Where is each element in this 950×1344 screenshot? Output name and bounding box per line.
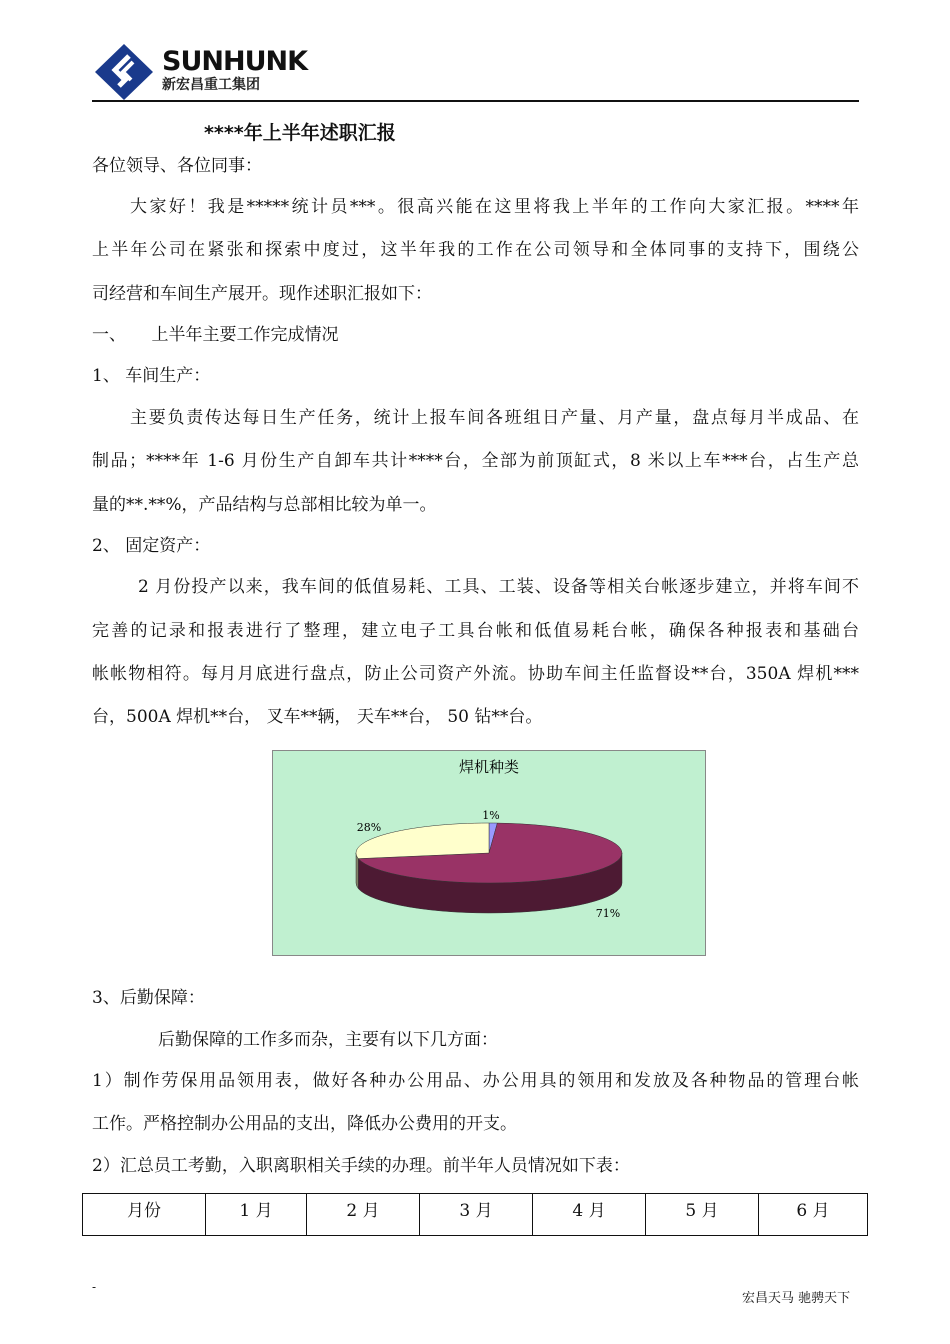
subheading: 2、 固定资产： [92,536,211,556]
table-cell: 6 月 [759,1194,868,1236]
header-divider [92,100,859,102]
footer-mark: - [92,1280,97,1294]
paragraph-line: 上半年公司在紧张和探索中度过，这半年我的工作在公司领导和全体同事的支持下，围绕公 [92,240,859,260]
table-cell: 4 月 [533,1194,646,1236]
paragraph-line: 2 月份投产以来，我车间的低值易耗、工具、工装、设备等相关台帐逐步建立，并将车间不 [138,577,859,597]
footer-slogan: 宏昌天马 驰骋天下 [742,1291,851,1306]
brand-name: SUNHUNK [162,46,308,77]
pie-data-label: 28% [356,821,382,834]
paragraph-line: 帐帐物相符。每月月底进行盘点，防止公司资产外流。协助车间主任监督设**台，350A 焊机*** [92,664,859,684]
subheading: 1、 车间生产： [92,366,211,386]
chart-title: 焊机种类 [458,758,520,776]
company-logo-icon [95,44,153,100]
pie-chart-svg [273,751,705,955]
brand-name-cn: 新宏昌重工集团 [162,77,260,93]
paragraph-line: 后勤保障的工作多而杂，主要有以下几方面： [158,1030,498,1050]
paragraph-line: 司经营和车间生产展开。现作述职汇报如下： [92,284,432,304]
paragraph-line: 主要负责传达每日生产任务，统计上报车间各班组日产量、月产量，盘点每月半成品、在 [130,408,859,428]
pie-data-label: 1% [482,809,500,822]
staff-table [82,1193,868,1236]
pie-chart [272,750,706,956]
paragraph-line: 1）制作劳保用品领用表，做好各种办公用品、办公用具的领用和发放及各种物品的管理台帐 [92,1071,859,1091]
table-cell: 月份 [83,1194,206,1236]
table-header-row [83,1194,868,1236]
table-cell: 1 月 [206,1194,307,1236]
paragraph-line: 台，500A 焊机**台， 叉车**辆， 天车**台， 50 钻**台。 [92,707,543,727]
paragraph-line: 完善的记录和报表进行了整理，建立电子工具台帐和低值易耗台帐，确保各种报表和基础台 [92,621,859,641]
paragraph-line: 制品；****年 1-6 月份生产自卸车共计****台，全部为前顶缸式，8 米以上车***台，占生产总 [92,451,859,471]
greeting: 各位领导、各位同事： [92,156,262,176]
paragraph-line: 大家好！我是*****统计员***。很高兴能在这里将我上半年的工作向大家汇报。****年 [130,197,859,217]
document-title: ****年上半年述职汇报 [204,122,396,144]
table-cell: 2 月 [307,1194,420,1236]
section-heading: 一、 上半年主要工作完成情况 [92,325,339,345]
pie-data-label: 71% [595,907,621,920]
subheading: 3、后勤保障： [92,988,205,1008]
table-cell: 3 月 [420,1194,533,1236]
paragraph-line: 2）汇总员工考勤，入职离职相关手续的办理。前半年人员情况如下表： [92,1156,630,1176]
paragraph-line: 量的**.**%，产品结构与总部相比较为单一。 [92,495,437,515]
paragraph-line: 工作。严格控制办公用品的支出，降低办公费用的开支。 [92,1114,517,1134]
table-cell: 5 月 [646,1194,759,1236]
